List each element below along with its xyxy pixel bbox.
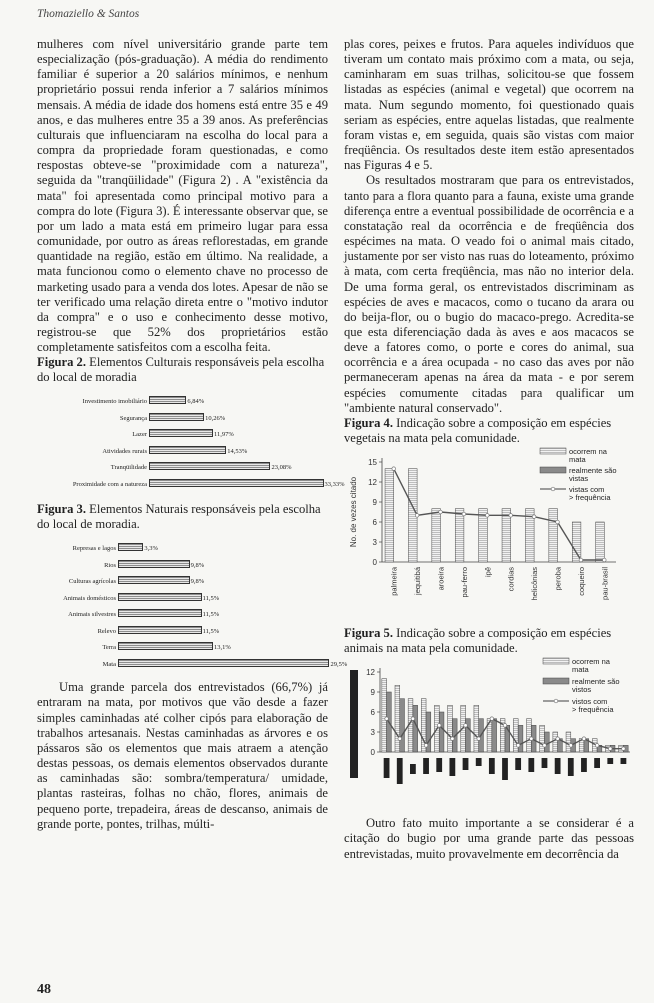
category-label-glyph	[515, 758, 521, 770]
category-label-glyph	[397, 758, 403, 784]
bar-row	[37, 441, 328, 458]
y-tick-label: 15	[368, 457, 377, 467]
bar-row	[37, 588, 328, 605]
running-head: Thomaziello & Santos	[37, 8, 140, 20]
bar-row	[37, 654, 348, 671]
line-marker	[556, 737, 560, 741]
category-label: pau-brasil	[600, 566, 610, 600]
figure-5-chart	[344, 656, 634, 810]
bar	[572, 522, 581, 562]
category-label-glyph	[423, 758, 429, 774]
value-label: 10,26%	[205, 414, 226, 422]
line-marker	[415, 513, 419, 517]
category-label: Proximidade com a natureza	[72, 480, 147, 488]
category-label-glyph	[476, 758, 482, 766]
bar-row	[37, 621, 328, 638]
bar	[432, 509, 441, 562]
bar	[149, 396, 186, 404]
line-marker	[543, 744, 547, 748]
bar-row	[37, 637, 328, 654]
y-axis-label: No. de vezes citado	[349, 476, 358, 548]
category-label: coqueiro	[576, 566, 586, 596]
figure-3-caption-text: Elementos Naturais responsáveis pela escolha do local de moradia.	[37, 502, 321, 532]
bar	[118, 543, 143, 551]
body-paragraph: mulheres com nível universitário grande parte tem especialização (pós-graduação). A média do rendimento familiar é superior a 20 salários mínimos, e nenhum proprietário possui renda inferior a 7 salários mínimos mensais. A média de idade dos homens está entre 35 e 49 anos, e das mulheres entre 35 a 39 anos. As preferências culturais que influenciaram na escolha do local para a compra da propriedade foram questionadas, e como respostas obteve-se "proximidade com a natureza", seguida da "tranqüilidade" (Figura 2) . A "existência da mata" foi apresentada como principal motivo para a compra do lote (Figura 3). É interessante observar que, se por um lado a mata está em primeiro lugar para essa comunidade, por outro as áreas reflorestadas, em grande quantidade na região, estão em último. Na realidade, a mata funcionou como o elemento chave no processo de marketing usado para a venda dos lotes. Apesar de não se ter verificado uma relação direta entre o "motivo indutor da compra" e o uso e conhecimento desse motivo, registrou-se que 52% dos proprietários estão completamente satisfeitos com a escolha feita.	[37, 37, 328, 355]
y-tick-label: 3	[370, 728, 375, 738]
bar	[474, 705, 479, 752]
legend-label: > frequência	[572, 705, 614, 715]
figure-5-label: Figura 5.	[344, 626, 393, 641]
legend-label: vistas com	[569, 484, 605, 494]
value-label: 11,5%	[202, 594, 220, 602]
category-label-glyph	[581, 758, 587, 772]
line-marker	[532, 515, 536, 519]
category-label: Atividades rurais	[102, 447, 147, 455]
bar	[439, 712, 444, 752]
value-label: 29,5%	[330, 660, 348, 668]
figure-2-caption	[37, 355, 328, 385]
legend-swatch	[543, 678, 569, 684]
category-label-glyph	[489, 758, 495, 774]
left-column	[37, 37, 348, 832]
category-label: Mata	[102, 660, 116, 668]
figure-5-svg	[344, 656, 634, 806]
legend-swatch-marker	[551, 487, 555, 491]
bar	[118, 626, 202, 634]
bar	[492, 719, 497, 752]
legend-label: ocorrem na	[572, 657, 610, 667]
line-marker	[437, 724, 441, 728]
value-label: 11,5%	[202, 627, 220, 635]
legend-label: realmente são	[569, 465, 617, 475]
bar	[527, 719, 532, 752]
y-tick-label: 12	[368, 477, 377, 487]
bar-row	[37, 474, 345, 491]
value-label: 33,33%	[324, 480, 345, 488]
bar	[518, 725, 523, 752]
category-label-glyph	[607, 758, 613, 764]
bar	[395, 685, 400, 752]
y-tick-label: 0	[372, 557, 377, 567]
category-label-glyph	[502, 758, 508, 780]
line-marker	[486, 513, 490, 517]
bar	[118, 642, 213, 650]
legend-swatch-marker	[554, 699, 558, 703]
value-label: 13,1%	[214, 644, 231, 652]
y-tick-label: 6	[372, 517, 377, 527]
body-paragraph: plas cores, peixes e frutos. Para aqueles indivíduos que tiveram um contato mais próximo com a mata, ou seja, caminharam em suas trilhas, solicitou-se que fossem listadas as espécies (animal e vegetal) que ocorrem na mata. Num segundo momento, foi questionado quais seriam as espécies, entre aquelas listadas, que realmente foram vistas e, em seguida, quais são vistas com maior freqüência. Os resultados deste item estão apresentados nas Figuras 4 e 5.	[344, 37, 634, 173]
bar	[118, 659, 329, 667]
figure-4-chart	[344, 446, 634, 620]
figure-3-label: Figura 3.	[37, 502, 86, 517]
bar	[149, 429, 213, 437]
category-label: ipê	[483, 566, 493, 577]
bar-row	[37, 571, 328, 588]
line-marker	[582, 737, 586, 741]
bar	[455, 509, 464, 562]
bar	[540, 725, 545, 752]
right-column	[344, 37, 634, 862]
category-label: palmeira	[389, 566, 399, 596]
legend-label: vistos com	[572, 697, 608, 707]
category-label: Investimento imobiliário	[82, 398, 147, 406]
line-marker	[411, 717, 415, 721]
bar-row	[37, 555, 328, 572]
legend-label: realmente são	[572, 677, 620, 687]
category-label: Animais silvestres	[68, 611, 116, 619]
bar	[400, 699, 405, 752]
legend-swatch	[540, 467, 566, 473]
category-label-glyph	[463, 758, 469, 770]
bar	[382, 679, 387, 752]
line-marker	[451, 737, 455, 741]
body-paragraph: Os resultados mostraram que para os entrevistados, tanto para a flora quanto para a fauna, existe uma grande diferença entre a eventual possibilidade de ocorrência e a constatação real da ocorrência e de freqüência dos espécimes na mata. O veado foi o animal mais citado, justamente por ser visto nas ruas do loteamento, próximo à mata, com certa freqüência, mas não no interior dela. De uma forma geral, os entrevistados discriminam as espécies de aves e macacos, como o tucano da arara ou do beija-flor, ou o bugio do macaco-prego. Acredita-se que esta diferenciação dada às aves e aos macacos se deve a fatores como, o porte e cores do animal, sua ocorrência e a área ocupada - no caso das aves por não permaneceram apenas na área da mata - e por serem espécies comumente citadas para qualificar um "ambiente natural conservado".	[344, 173, 634, 415]
y-tick-label: 9	[372, 497, 377, 507]
bar	[149, 413, 204, 421]
figure-2-label: Figura 2.	[37, 355, 86, 370]
category-label: helicônias	[530, 566, 540, 601]
value-label: 6,84%	[187, 398, 205, 406]
line-marker	[579, 558, 583, 562]
y-tick-label: 12	[366, 668, 375, 678]
category-label: pau-ferro	[459, 566, 469, 598]
legend-label: ocorrem na	[569, 446, 607, 456]
value-label: 9,8%	[190, 578, 205, 586]
category-label: peroba	[553, 566, 563, 591]
line-marker	[424, 744, 428, 748]
bar	[118, 609, 202, 617]
line-marker	[595, 744, 599, 748]
legend-label: vistos	[572, 685, 592, 695]
bar	[413, 705, 418, 752]
bar	[118, 593, 202, 601]
category-label: Culturas agrícolas	[68, 578, 116, 586]
figure-4-caption	[344, 416, 634, 446]
bar	[448, 705, 453, 752]
value-label: 9,8%	[190, 561, 205, 569]
category-label-glyph	[568, 758, 574, 776]
line-marker	[608, 747, 612, 751]
line-marker	[509, 513, 513, 517]
line-marker	[477, 737, 481, 741]
line-marker	[530, 737, 534, 741]
line-marker	[516, 744, 520, 748]
line-marker	[385, 717, 389, 721]
category-label: jequitibá	[413, 566, 423, 595]
legend-label: vistas	[569, 473, 589, 483]
figure-2-chart	[37, 391, 345, 490]
category-label-glyph	[449, 758, 455, 776]
value-label: 11,97%	[213, 431, 234, 439]
legend-swatch	[543, 658, 569, 664]
value-label: 23,08%	[271, 464, 292, 472]
legend-label: mata	[572, 665, 589, 675]
bar	[596, 522, 605, 562]
category-label-glyph	[410, 764, 416, 774]
line-marker	[490, 717, 494, 721]
y-tick-label: 6	[370, 708, 375, 718]
bar	[149, 462, 270, 470]
value-label: 14,53%	[227, 447, 248, 455]
category-label-glyph	[384, 758, 390, 778]
category-label-glyph	[621, 758, 627, 764]
bar-row	[37, 391, 328, 408]
legend-swatch	[540, 448, 566, 454]
category-label: Animais domésticos	[63, 594, 116, 602]
y-tick-label: 3	[372, 537, 377, 547]
figure-2-caption-text: Elementos Culturais responsáveis pela escolha do local de moradia	[37, 355, 325, 385]
bar-row	[37, 424, 328, 441]
category-label: cordias	[506, 566, 516, 592]
value-label: 3,3%	[144, 545, 158, 553]
figure-4-label: Figura 4.	[344, 415, 393, 430]
bar-row	[37, 604, 328, 621]
category-label: Segurança	[119, 414, 147, 422]
figure-3-caption	[37, 502, 328, 532]
bar-row	[37, 408, 328, 425]
figure-5-caption	[344, 626, 634, 656]
bar-row	[37, 538, 328, 555]
y-axis-label-glyph	[350, 670, 358, 778]
bar	[544, 732, 549, 752]
line-marker	[556, 520, 560, 524]
line-marker	[398, 737, 402, 741]
line-marker	[464, 724, 468, 728]
category-label-glyph	[436, 758, 442, 772]
figure-4-svg	[344, 446, 634, 616]
category-label: Tranqüilidade	[110, 464, 147, 472]
body-paragraph: Uma grande parcela dos entrevistados (66,7%) já entraram na mata, por motivos que vão desde a fazer simples caminhadas até colher cipós para elaboração de trabalhos artesanais. Nestas caminhadas as árvores e os pássaros são os elementos que mais atraem a atenção destas pessoas, os demais elementos observados durante as caminhadas são: sombra/temperatura/ umidade, plantas rasteiras, folhas no chão, flores, animais de pequeno porte, trepadeira, áreas de descanso, animais de grande porte, pontes, trilhas, múlti-	[37, 680, 328, 831]
line-marker	[439, 510, 443, 514]
bar-row	[37, 457, 328, 474]
page-number: 48	[37, 982, 51, 997]
line-marker	[603, 558, 607, 562]
bar	[149, 446, 226, 454]
legend-label: mata	[569, 454, 586, 464]
bar	[149, 479, 324, 487]
body-paragraph: Outro fato muito importante a se considerar é a citação do bugio por uma grande parte das pessoas entrevistadas, muito provavelmente em decorrência da	[344, 816, 634, 861]
category-label: Relevo	[97, 627, 116, 635]
category-label: Lazer	[132, 431, 147, 439]
y-tick-label: 9	[370, 688, 375, 698]
figure-3-chart	[37, 538, 348, 670]
category-label-glyph	[594, 758, 600, 768]
category-label: aroeira	[436, 566, 446, 591]
category-label: Terra	[102, 644, 116, 652]
line-marker	[392, 467, 396, 471]
line-marker	[503, 724, 507, 728]
category-label-glyph	[555, 758, 561, 774]
bar	[385, 469, 394, 562]
bar	[118, 576, 190, 584]
y-tick-label: 0	[370, 748, 375, 758]
category-label-glyph	[528, 758, 534, 772]
line-marker	[622, 747, 626, 751]
bar	[549, 509, 558, 562]
line-marker	[569, 744, 573, 748]
line-marker	[462, 512, 466, 516]
category-label: Represas e lagos	[72, 545, 116, 553]
category-label-glyph	[542, 758, 548, 768]
figure-4-caption-text: Indicação sobre a composição em espécies vegetais na mata pela comunidade.	[344, 415, 612, 445]
bar	[553, 732, 558, 752]
figure-5-caption-text: Indicação sobre a composição em espécies animais na mata pela comunidade.	[344, 626, 612, 656]
category-label: Rios	[104, 561, 116, 569]
legend-label: > frequência	[569, 492, 611, 502]
bar	[566, 732, 571, 752]
value-label: 11,5%	[202, 611, 220, 619]
bar	[118, 560, 190, 568]
